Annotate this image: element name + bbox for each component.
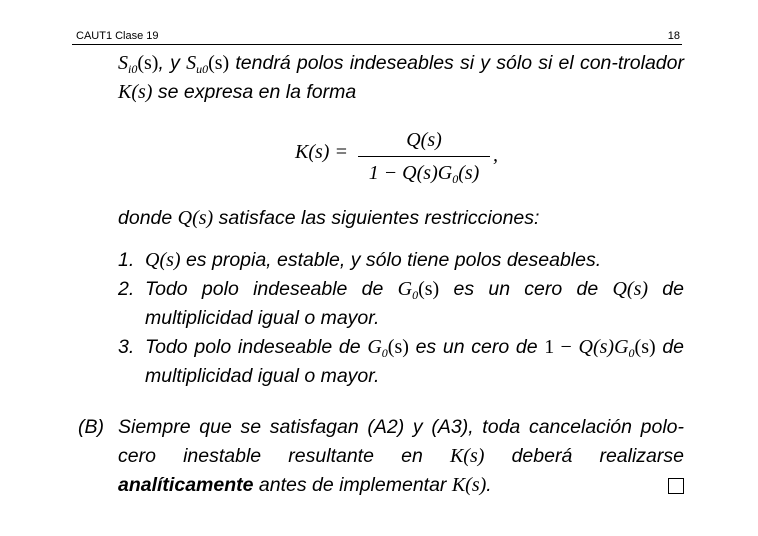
part-b-label: (B) [78,416,104,438]
formula-denominator: $1 - Q(s)G_0(s)$ [368,162,480,186]
qed-square-icon [668,478,684,494]
list-item: 3. Todo polo indeseable de $G_0(s)$ es un cero de $1 - Q(s)G_0(s)$ de multiplicidad igual o mayor. [118,336,685,387]
formula-numerator: Q(s) [406,129,442,151]
fraction-bar [358,156,490,157]
formula-comma: , [493,144,498,166]
formula-fraction [358,126,490,187]
page-header [72,28,682,45]
intro-paragraph: $S_{i0}(s)$, y $S_{u0}(s)$ tendrá polos indeseables si y sólo si el con-trolador K(s) se expresa en la forma [118,52,684,103]
math-s-u0: $S_{u0}(s)$ [186,52,230,76]
restrictions-list [118,246,684,391]
formula-lhs: K(s) = [295,141,348,163]
list-item: 2. Todo polo indeseable de $G_0(s)$ es un cero de Q(s) de multiplicidad igual o mayor. [118,278,684,329]
part-b-paragraph: (B) Siempre que se satisfagan (A2) y (A3), toda cancelación polo-cero inestable resultante en K(s) deberá realizarse analíticamente antes de implementar K(s). [78,413,684,500]
donde-line: donde Q(s) satisface las siguientes restricciones: [118,207,540,229]
list-item: 1. Q(s) es propia, estable, y sólo tiene polos deseables. [118,249,602,271]
emphasis-analiticamente: analíticamente [118,474,254,496]
page-number: 18 [667,30,680,42]
course-title: CAUT1 Clase 19 [76,30,159,42]
controller-formula [293,126,513,186]
math-k: K(s) [118,81,153,103]
math-s-i0: $S_{i0}(s)$ [118,52,159,76]
